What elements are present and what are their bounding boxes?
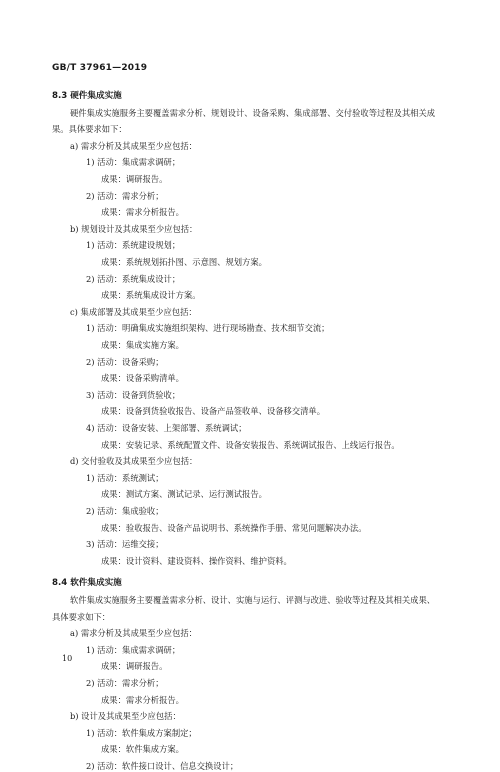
paragraph-line: 硬件集成实施服务主要覆盖需求分析、规划设计、设备采购、集成部署、交付验收等过程及其相关成 [70, 107, 436, 118]
paragraph-line: 具体要求如下： [52, 611, 111, 622]
list-item: c) 集成部署及其成果至少应包括： [70, 306, 197, 317]
list-item: 1) 活动：明确集成实施组织架构、进行现场勘查、技术细节交流； [86, 323, 330, 334]
section-heading: 8.3 硬件集成实施 [52, 91, 122, 101]
list-item: 成果：安装记录、系统配置文件、设备安装报告、系统调试报告、上线运行报告。 [101, 439, 400, 450]
section-heading: 8.4 软件集成实施 [52, 578, 122, 589]
paragraph-line: 软件集成实施服务主要覆盖需求分析、设计、实施与运行、评测与改进、验收等过程及其相关成果、 [70, 595, 436, 605]
list-item: 成果：软件集成方案。 [101, 744, 184, 755]
list-item: 成果：调研报告。 [101, 661, 168, 672]
list-item: 1) 活动：系统测试； [86, 472, 164, 483]
list-item: d) 交付验收及其成果至少应包括： [70, 456, 198, 467]
standard-header: GB/T 37961—2019 [52, 63, 148, 73]
list-item: a) 需求分析及其成果至少应包括： [70, 140, 197, 151]
list-item: 成果：系统集成设计方案。 [101, 290, 201, 301]
list-item: 2) 活动：集成验收； [86, 506, 164, 516]
page-number: 10 [62, 654, 73, 663]
list-item: 成果：设计资料、建设资料、操作资料、维护资料。 [101, 555, 292, 566]
list-item: 成果：系统规划拓扑图、示意图、规划方案。 [101, 257, 267, 267]
list-item: 成果：需求分析报告。 [101, 207, 184, 218]
list-item: 2) 活动：需求分析； [86, 678, 164, 688]
list-item: 成果：设备到货验收报告、设备产品签收单、设备移交清单。 [101, 406, 326, 417]
list-item: 成果：需求分析报告。 [101, 694, 184, 705]
paragraph-line: 果。具体要求如下： [52, 124, 127, 135]
list-item: 3) 活动：设备到货验收； [86, 389, 181, 400]
list-item: 成果：集成实施方案。 [101, 340, 184, 350]
list-item: 2) 活动：软件接口设计、信息交换设计； [86, 761, 239, 771]
list-item: 4) 活动：设备安装、上架部署、系统调试； [86, 423, 247, 433]
list-item: 3) 活动：运维交接； [86, 539, 164, 550]
list-item: 1) 活动：集成需求调研； [86, 644, 181, 655]
list-item: 2) 活动：需求分析； [86, 190, 164, 201]
list-item: 2) 活动：系统集成设计； [86, 273, 181, 284]
list-item: 1) 活动：集成需求调研； [86, 157, 181, 168]
list-item: b) 规划设计及其成果至少应包括： [70, 223, 198, 234]
list-item: 成果：验收报告、设备产品说明书、系统操作手册、常见问题解决办法。 [101, 522, 367, 533]
list-item: b) 设计及其成果至少应包括： [70, 711, 181, 722]
list-item: a) 需求分析及其成果至少应包括： [70, 628, 197, 639]
list-item: 1) 活动：系统建设规划； [86, 240, 181, 251]
list-item: 成果：调研报告。 [101, 174, 168, 184]
list-item: 成果：设备采购清单。 [101, 373, 184, 384]
list-item: 2) 活动：设备采购； [86, 356, 164, 367]
list-item: 1) 活动：软件集成方案制定； [86, 727, 197, 738]
list-item: 成果：测试方案、测试记录、运行测试报告。 [101, 489, 267, 500]
